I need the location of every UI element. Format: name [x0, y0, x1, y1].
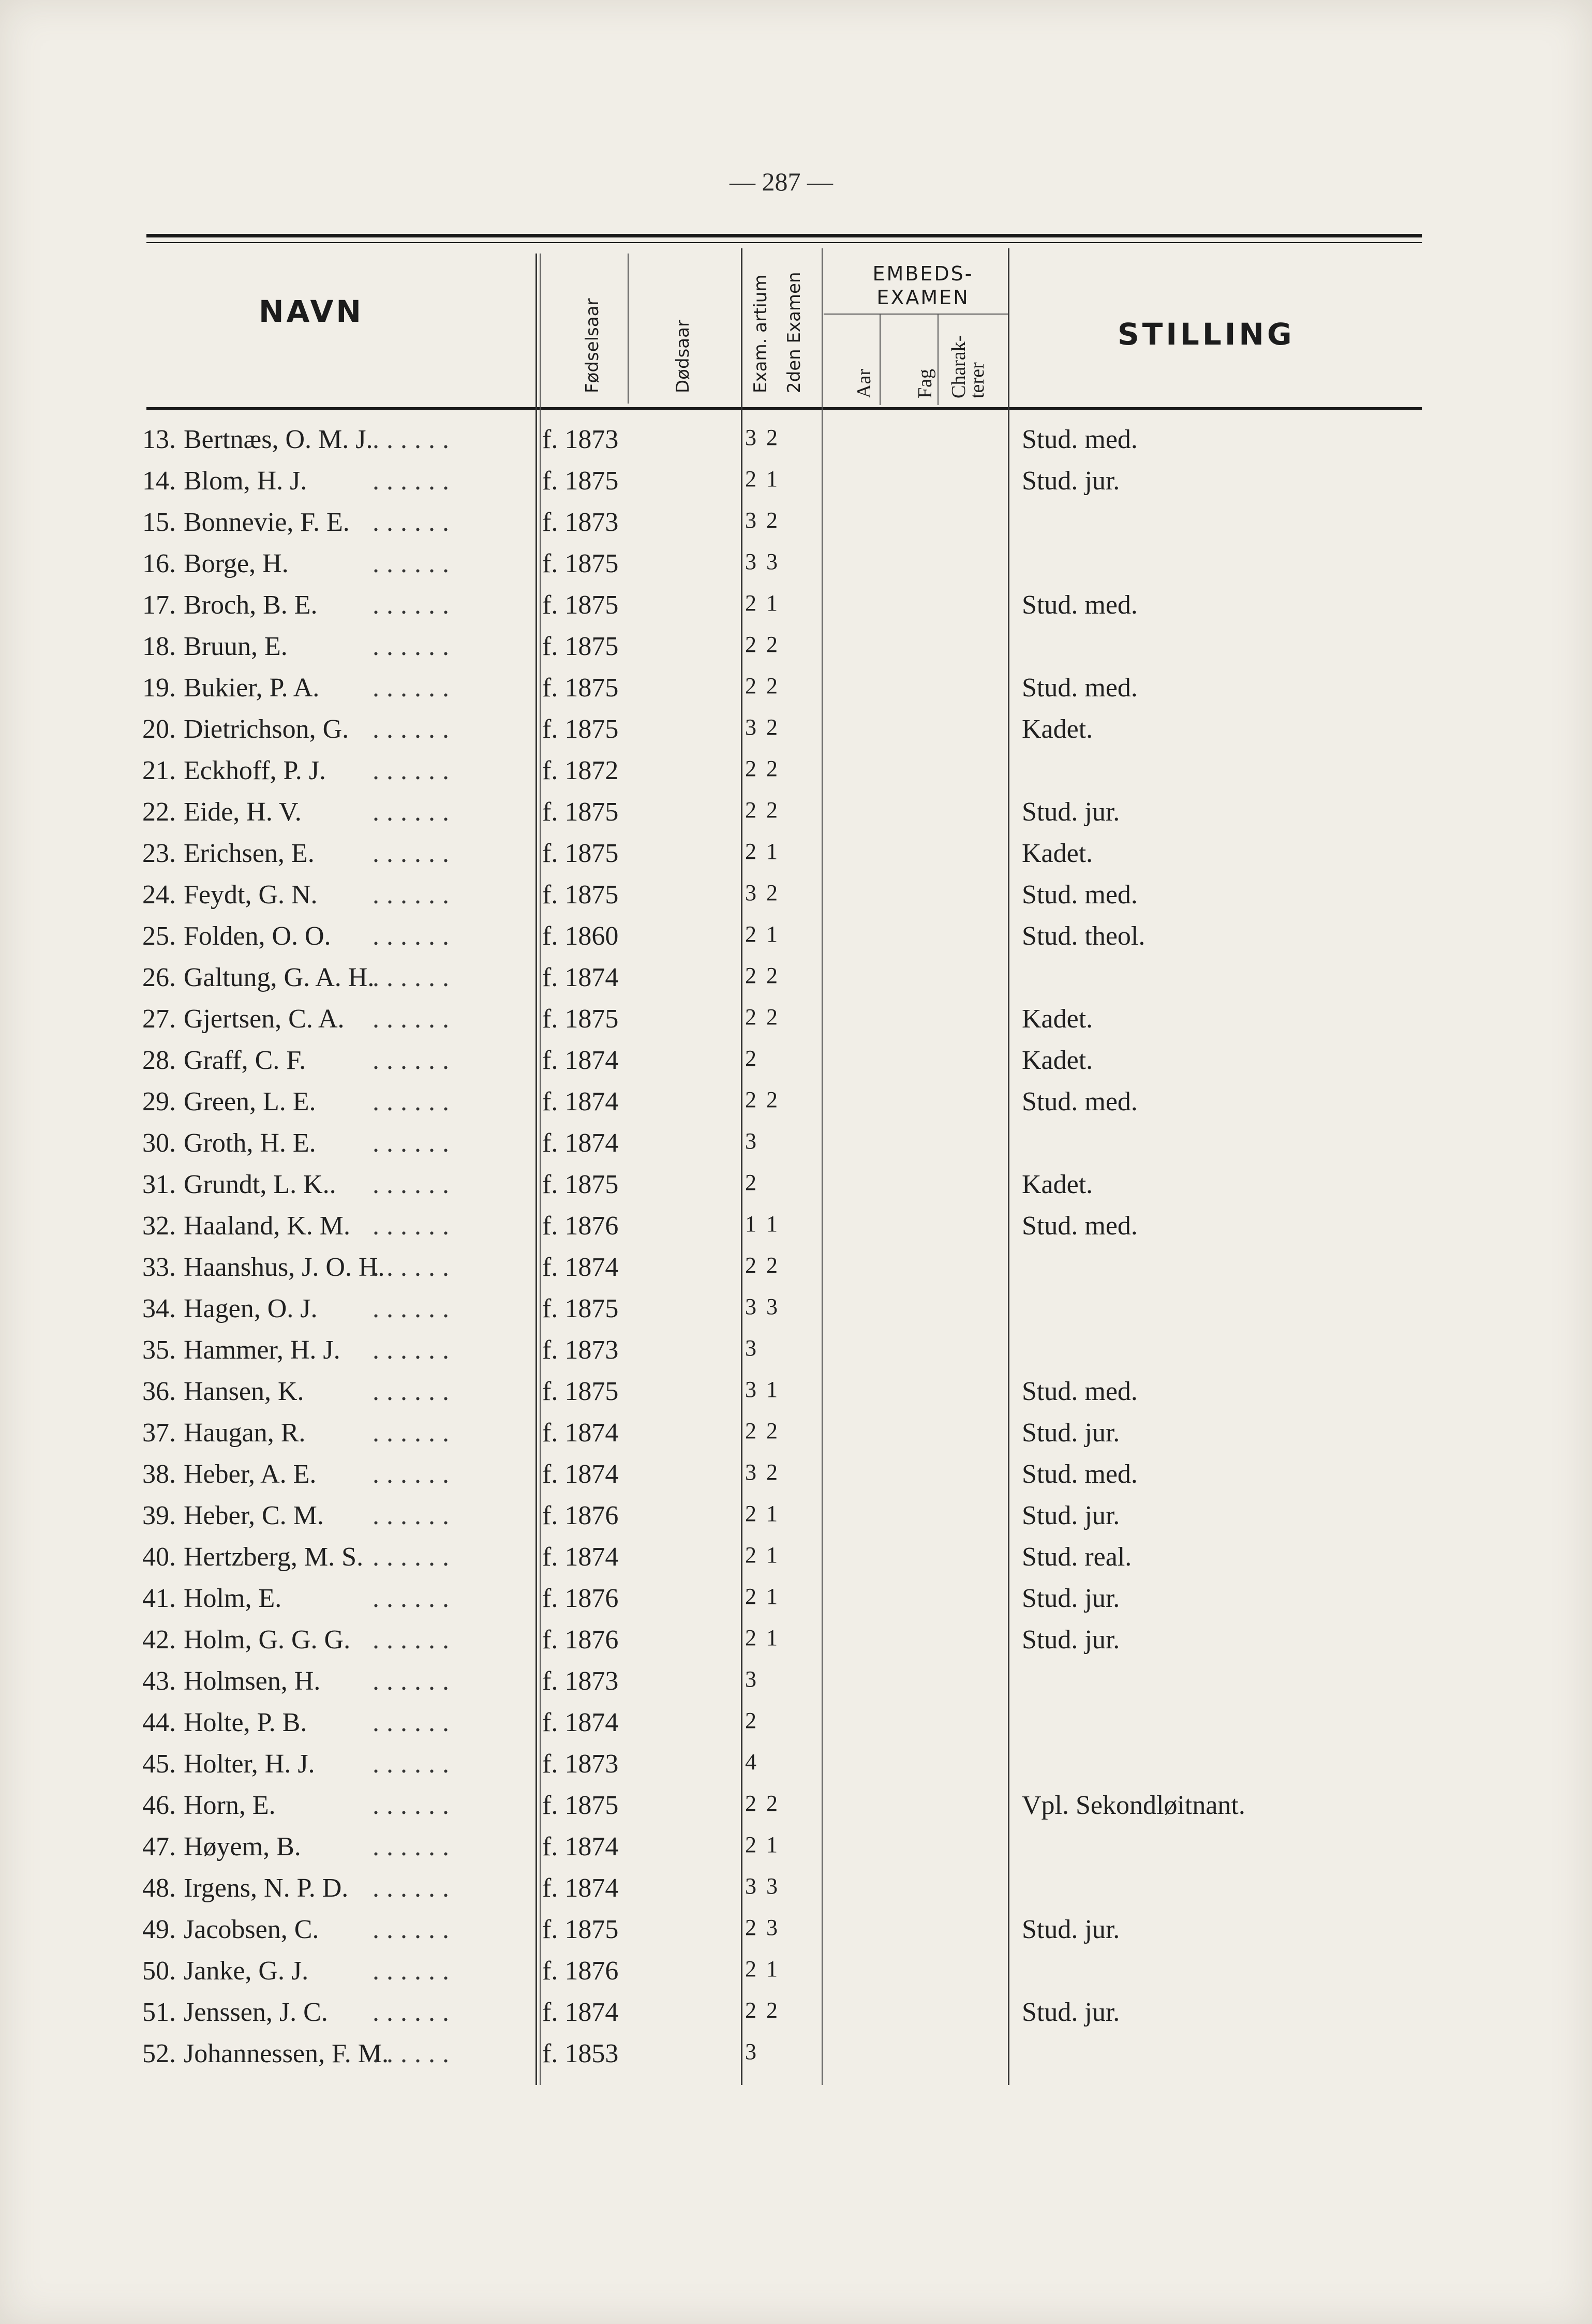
row-number: 48.: [142, 1873, 176, 1903]
table-row: [0, 1045, 1592, 1086]
table-row: [0, 1086, 1592, 1128]
row-number: 49.: [142, 1915, 176, 1944]
row-exam-grades: 3: [745, 1666, 758, 1692]
table-row: [0, 1542, 1592, 1583]
row-name: Green, L. E.: [184, 1087, 316, 1116]
row-exam-grades: 3 3: [745, 1873, 780, 1899]
row-number: 27.: [142, 1004, 176, 1034]
row-number: 51.: [142, 1998, 176, 2027]
row-birth-year: f. 1873: [542, 508, 619, 537]
leader-dots: ......: [373, 714, 456, 744]
row-number: 52.: [142, 2039, 176, 2068]
row-stilling: Stud. med.: [1022, 1377, 1138, 1406]
table-row: [0, 797, 1592, 838]
row-name: Bruun, E.: [184, 632, 288, 661]
row-name: Janke, G. J.: [184, 1956, 309, 1986]
row-number: 28.: [142, 1046, 176, 1075]
table-row: [0, 1128, 1592, 1169]
row-exam-grades: 2 2: [745, 1087, 780, 1112]
row-exam-grades: 2 2: [745, 1253, 780, 1278]
row-name: Gjertsen, C. A.: [184, 1004, 345, 1034]
row-exam-grades: 3 2: [745, 1459, 780, 1485]
row-exam-grades: 3 2: [745, 714, 780, 740]
header-2den-examen: 2den Examen: [784, 272, 805, 393]
leader-dots: ......: [373, 1377, 456, 1406]
row-stilling: Stud. med.: [1022, 1211, 1138, 1241]
row-stilling: Stud. jur.: [1022, 1501, 1120, 1530]
row-exam-grades: 3 1: [745, 1377, 780, 1402]
row-stilling: Stud. jur.: [1022, 1584, 1120, 1613]
row-number: 29.: [142, 1087, 176, 1116]
row-name: Johannessen, F. M.: [184, 2039, 389, 2068]
row-exam-grades: 2 1: [745, 921, 780, 947]
row-birth-year: f. 1876: [542, 1211, 619, 1241]
row-birth-year: f. 1873: [542, 1749, 619, 1779]
table-row: [0, 548, 1592, 590]
row-number: 15.: [142, 508, 176, 537]
leader-dots: ......: [373, 1087, 456, 1116]
row-exam-grades: 2: [745, 1170, 758, 1195]
row-name: Bukier, P. A.: [184, 673, 320, 703]
row-number: 37.: [142, 1418, 176, 1448]
row-number: 41.: [142, 1584, 176, 1613]
table-row: [0, 1293, 1592, 1335]
row-name: Folden, O. O.: [184, 921, 331, 951]
header-aar: Aar: [853, 369, 875, 398]
table-row: [0, 962, 1592, 1004]
table-row: [0, 1376, 1592, 1418]
row-exam-grades: 3 2: [745, 425, 780, 450]
table-row: [0, 1790, 1592, 1831]
row-number: 42.: [142, 1625, 176, 1655]
row-stilling: Stud. med.: [1022, 1087, 1138, 1116]
leader-dots: ......: [373, 1708, 456, 1737]
leader-dots: ......: [373, 1501, 456, 1530]
row-stilling: Stud. jur.: [1022, 466, 1120, 496]
row-name: Jacobsen, C.: [184, 1915, 319, 1944]
row-birth-year: f. 1876: [542, 1501, 619, 1530]
row-number: 47.: [142, 1832, 176, 1861]
row-birth-year: f. 1874: [542, 1253, 619, 1282]
leader-dots: ......: [373, 1666, 456, 1696]
row-stilling: Stud. jur.: [1022, 797, 1120, 827]
table-row: [0, 838, 1592, 880]
row-name: Heber, A. E.: [184, 1459, 317, 1489]
row-number: 38.: [142, 1459, 176, 1489]
row-name: Høyem, B.: [184, 1832, 301, 1861]
row-birth-year: f. 1874: [542, 1046, 619, 1075]
leader-dots: ......: [373, 1873, 456, 1903]
row-number: 19.: [142, 673, 176, 703]
row-exam-grades: 3: [745, 2039, 758, 2064]
row-birth-year: f. 1875: [542, 1170, 619, 1199]
row-exam-grades: 4: [745, 1749, 758, 1775]
row-stilling: Stud. jur.: [1022, 1998, 1120, 2027]
row-birth-year: f. 1874: [542, 1128, 619, 1158]
row-birth-year: f. 1875: [542, 1004, 619, 1034]
table-row: [0, 673, 1592, 714]
table-row: [0, 1418, 1592, 1459]
row-exam-grades: 2 2: [745, 1998, 780, 2023]
row-exam-grades: 2 2: [745, 1004, 780, 1030]
row-name: Groth, H. E.: [184, 1128, 316, 1158]
row-name: Hagen, O. J.: [184, 1294, 318, 1323]
leader-dots: ......: [373, 1749, 456, 1779]
leader-dots: ......: [373, 880, 456, 910]
row-exam-grades: 2 2: [745, 632, 780, 657]
row-name: Holm, G. G. G.: [184, 1625, 351, 1655]
row-stilling: Vpl. Sekondløitnant.: [1022, 1791, 1245, 1820]
row-birth-year: f. 1875: [542, 632, 619, 661]
row-exam-grades: 2 1: [745, 1501, 780, 1526]
table-row: [0, 880, 1592, 921]
leader-dots: ......: [373, 921, 456, 951]
row-birth-year: f. 1874: [542, 1873, 619, 1903]
row-number: 23.: [142, 839, 176, 868]
leader-dots: ......: [373, 632, 456, 661]
leader-dots: ......: [373, 1128, 456, 1158]
row-number: 30.: [142, 1128, 176, 1158]
column-rule-fag: [938, 315, 939, 405]
row-number: 24.: [142, 880, 176, 910]
table-row: [0, 1583, 1592, 1625]
leader-dots: ......: [373, 756, 456, 785]
column-rule-aar: [880, 315, 881, 405]
leader-dots: ......: [373, 1998, 456, 2027]
leader-dots: ......: [373, 1046, 456, 1075]
row-birth-year: f. 1876: [542, 1625, 619, 1655]
row-birth-year: f. 1875: [542, 1294, 619, 1323]
row-exam-grades: 2 1: [745, 1832, 780, 1857]
table-row: [0, 1335, 1592, 1376]
row-number: 31.: [142, 1170, 176, 1199]
leader-dots: ......: [373, 549, 456, 578]
row-name: Bonnevie, F. E.: [184, 508, 350, 537]
row-name: Heber, C. M.: [184, 1501, 324, 1530]
row-name: Eckhoff, P. J.: [184, 756, 326, 785]
row-name: Jenssen, J. C.: [184, 1998, 328, 2027]
row-name: Eide, H. V.: [184, 797, 302, 827]
row-name: Irgens, N. P. D.: [184, 1873, 349, 1903]
leader-dots: ......: [373, 963, 456, 992]
table-row: [0, 1004, 1592, 1045]
row-number: 22.: [142, 797, 176, 827]
leader-dots: ......: [373, 1170, 456, 1199]
row-exam-grades: 2 3: [745, 1915, 780, 1940]
column-rule-death: [628, 254, 629, 404]
row-number: 44.: [142, 1708, 176, 1737]
row-exam-grades: 2 1: [745, 1625, 780, 1650]
row-name: Broch, B. E.: [184, 590, 318, 620]
row-birth-year: f. 1874: [542, 1708, 619, 1737]
row-number: 36.: [142, 1377, 176, 1406]
header-charakterer: Charak- terer: [948, 335, 988, 398]
leader-dots: ......: [373, 466, 456, 496]
row-name: Blom, H. J.: [184, 466, 307, 496]
row-name: Hansen, K.: [184, 1377, 304, 1406]
row-exam-grades: 2 1: [745, 1956, 780, 1982]
row-number: 45.: [142, 1749, 176, 1779]
row-birth-year: f. 1874: [542, 963, 619, 992]
row-stilling: Stud. jur.: [1022, 1915, 1120, 1944]
table-row: [0, 921, 1592, 962]
row-birth-year: f. 1875: [542, 673, 619, 703]
row-name: Borge, H.: [184, 549, 289, 578]
row-name: Feydt, G. N.: [184, 880, 318, 910]
row-name: Holter, H. J.: [184, 1749, 315, 1779]
table-row: [0, 1169, 1592, 1211]
row-number: 35.: [142, 1335, 176, 1365]
row-name: Galtung, G. A. H.: [184, 963, 375, 992]
leader-dots: ......: [373, 1253, 456, 1282]
row-birth-year: f. 1874: [542, 1998, 619, 2027]
leader-dots: ......: [373, 1791, 456, 1820]
table-row: [0, 590, 1592, 631]
row-number: 50.: [142, 1956, 176, 1986]
row-number: 33.: [142, 1253, 176, 1282]
row-birth-year: f. 1874: [542, 1418, 619, 1448]
row-birth-year: f. 1875: [542, 714, 619, 744]
row-birth-year: f. 1875: [542, 549, 619, 578]
row-birth-year: f. 1875: [542, 1377, 619, 1406]
row-stilling: Stud. med.: [1022, 1459, 1138, 1489]
leader-dots: ......: [373, 1335, 456, 1365]
leader-dots: ......: [373, 1625, 456, 1655]
leader-dots: ......: [373, 1832, 456, 1861]
row-exam-grades: 2: [745, 1708, 758, 1733]
table-row: [0, 2038, 1592, 2080]
header-embedsexamen: EMBEDS- EXAMEN: [872, 262, 974, 309]
row-stilling: Stud. med.: [1022, 590, 1138, 620]
table-row: [0, 1252, 1592, 1293]
row-exam-grades: 1 1: [745, 1211, 780, 1237]
row-name: Hertzberg, M. S.: [184, 1542, 364, 1572]
row-birth-year: f. 1874: [542, 1459, 619, 1489]
row-number: 46.: [142, 1791, 176, 1820]
row-birth-year: f. 1875: [542, 1791, 619, 1820]
leader-dots: ......: [373, 425, 456, 454]
row-name: Haaland, K. M.: [184, 1211, 351, 1241]
row-stilling: Kadet.: [1022, 839, 1093, 868]
row-exam-grades: 2 1: [745, 590, 780, 616]
row-name: Erichsen, E.: [184, 839, 315, 868]
table-row: [0, 1625, 1592, 1666]
row-exam-grades: 3 2: [745, 880, 780, 905]
row-exam-grades: 2 2: [745, 1791, 780, 1816]
row-stilling: Stud. jur.: [1022, 1418, 1120, 1448]
row-number: 32.: [142, 1211, 176, 1241]
header-fag: Fag: [914, 369, 936, 398]
table-row: [0, 466, 1592, 507]
header-dodsaar: Dødsaar: [673, 320, 693, 393]
row-birth-year: f. 1875: [542, 797, 619, 827]
table-row: [0, 755, 1592, 797]
row-exam-grades: 2 2: [745, 963, 780, 988]
row-stilling: Stud. real.: [1022, 1542, 1132, 1572]
leader-dots: ......: [373, 1542, 456, 1572]
row-number: 25.: [142, 921, 176, 951]
row-birth-year: f. 1876: [542, 1584, 619, 1613]
row-exam-grades: 3 3: [745, 1294, 780, 1319]
header-stilling: STILLING: [1118, 317, 1295, 352]
leader-dots: ......: [373, 1294, 456, 1323]
row-number: 20.: [142, 714, 176, 744]
row-name: Graff, C. F.: [184, 1046, 306, 1075]
row-number: 43.: [142, 1666, 176, 1696]
row-stilling: Stud. med.: [1022, 673, 1138, 703]
row-birth-year: f. 1860: [542, 921, 619, 951]
row-stilling: Stud. med.: [1022, 880, 1138, 910]
row-birth-year: f. 1873: [542, 1335, 619, 1365]
row-number: 16.: [142, 549, 176, 578]
row-number: 13.: [142, 425, 176, 454]
row-number: 34.: [142, 1294, 176, 1323]
leader-dots: ......: [373, 2039, 456, 2068]
leader-dots: ......: [373, 1459, 456, 1489]
row-number: 21.: [142, 756, 176, 785]
page-number: — 287 —: [730, 167, 833, 196]
row-stilling: Stud. jur.: [1022, 1625, 1120, 1655]
leader-dots: ......: [373, 1418, 456, 1448]
row-number: 17.: [142, 590, 176, 620]
row-birth-year: f. 1875: [542, 466, 619, 496]
row-exam-grades: 2: [745, 1046, 758, 1071]
row-exam-grades: 3: [745, 1335, 758, 1361]
leader-dots: ......: [373, 673, 456, 703]
leader-dots: ......: [373, 1915, 456, 1944]
header-exam-artium: Exam. artium: [750, 274, 771, 393]
row-birth-year: f. 1874: [542, 1832, 619, 1861]
row-birth-year: f. 1873: [542, 1666, 619, 1696]
leader-dots: ......: [373, 839, 456, 868]
table-row: [0, 714, 1592, 755]
row-name: Dietrichson, G.: [184, 714, 349, 744]
header-navn: NAVN: [259, 294, 364, 329]
row-birth-year: f. 1875: [542, 1915, 619, 1944]
table-row: [0, 1997, 1592, 2038]
row-exam-grades: 2 1: [745, 1542, 780, 1568]
row-birth-year: f. 1874: [542, 1542, 619, 1572]
row-exam-grades: 3: [745, 1128, 758, 1154]
row-birth-year: f. 1874: [542, 1087, 619, 1116]
header-fodselsaar: Fødselsaar: [582, 298, 603, 393]
table-row: [0, 1500, 1592, 1542]
header-rule: [146, 407, 1422, 410]
leader-dots: ......: [373, 590, 456, 620]
table-row: [0, 1749, 1592, 1790]
row-name: Haugan, R.: [184, 1418, 306, 1448]
row-birth-year: f. 1875: [542, 880, 619, 910]
table-row: [0, 1873, 1592, 1914]
table-row: [0, 1459, 1592, 1500]
leader-dots: ......: [373, 797, 456, 827]
table-row: [0, 1914, 1592, 1956]
row-exam-grades: 2 2: [745, 673, 780, 698]
row-exam-grades: 3 2: [745, 508, 780, 533]
row-name: Horn, E.: [184, 1791, 276, 1820]
row-exam-grades: 2 1: [745, 466, 780, 491]
leader-dots: ......: [373, 508, 456, 537]
row-name: Hammer, H. J.: [184, 1335, 340, 1365]
row-name: Haanshus, J. O. H.: [184, 1253, 385, 1282]
row-birth-year: f. 1875: [542, 590, 619, 620]
leader-dots: ......: [373, 1956, 456, 1986]
row-number: 40.: [142, 1542, 176, 1572]
row-exam-grades: 2 1: [745, 839, 780, 864]
table-row: [0, 1666, 1592, 1707]
row-name: Holm, E.: [184, 1584, 282, 1613]
row-number: 14.: [142, 466, 176, 496]
row-birth-year: f. 1872: [542, 756, 619, 785]
row-exam-grades: 3 3: [745, 549, 780, 574]
row-name: Grundt, L. K..: [184, 1170, 336, 1199]
table-row: [0, 1956, 1592, 1997]
row-number: 26.: [142, 963, 176, 992]
row-number: 18.: [142, 632, 176, 661]
row-birth-year: f. 1853: [542, 2039, 619, 2068]
row-exam-grades: 2 1: [745, 1584, 780, 1609]
row-name: Holte, P. B.: [184, 1708, 307, 1737]
row-birth-year: f. 1873: [542, 425, 619, 454]
table-row: [0, 1707, 1592, 1749]
row-birth-year: f. 1876: [542, 1956, 619, 1986]
row-name: Bertnæs, O. M. J.: [184, 425, 373, 454]
table-row: [0, 507, 1592, 548]
row-exam-grades: 2 2: [745, 1418, 780, 1443]
row-name: Holmsen, H.: [184, 1666, 321, 1696]
table-row: [0, 631, 1592, 673]
leader-dots: ......: [373, 1211, 456, 1241]
row-stilling: Stud. theol.: [1022, 921, 1145, 951]
row-stilling: Kadet.: [1022, 714, 1093, 744]
leader-dots: ......: [373, 1004, 456, 1034]
table-row: [0, 1211, 1592, 1252]
leader-dots: ......: [373, 1584, 456, 1613]
row-stilling: Kadet.: [1022, 1004, 1093, 1034]
row-birth-year: f. 1875: [542, 839, 619, 868]
table-row: [0, 424, 1592, 466]
row-stilling: Kadet.: [1022, 1046, 1093, 1075]
top-rule: [146, 234, 1422, 237]
row-number: 39.: [142, 1501, 176, 1530]
row-stilling: Stud. med.: [1022, 425, 1138, 454]
table-row: [0, 1831, 1592, 1873]
row-stilling: Kadet.: [1022, 1170, 1093, 1199]
row-exam-grades: 2 2: [745, 756, 780, 781]
row-exam-grades: 2 2: [745, 797, 780, 823]
